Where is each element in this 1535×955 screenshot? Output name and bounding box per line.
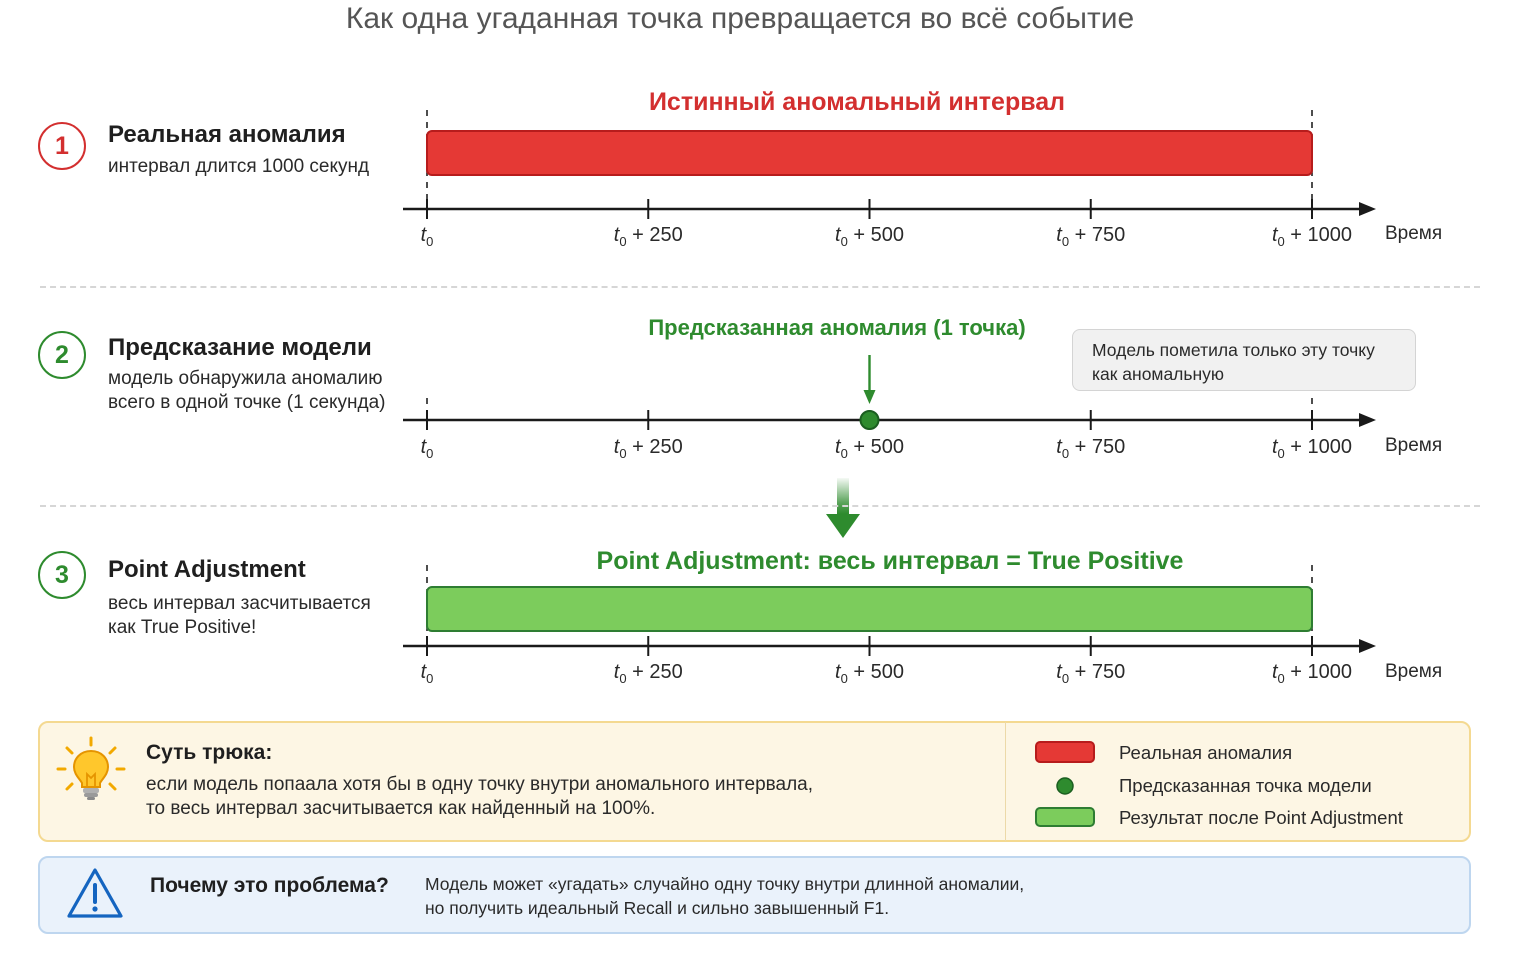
time-axis-label: Время [1385, 661, 1443, 682]
step-3-badge: 3 [38, 551, 86, 599]
axis-tick-label: $t_0 + 250$ [613, 661, 683, 686]
section-separator [40, 505, 1480, 507]
legend-swatch-adjusted [1036, 808, 1094, 826]
axis-tick-label: $t_0$ [420, 661, 434, 686]
axis-tick-label: $t_0 + 750$ [1056, 661, 1126, 686]
page-subtitle: Как одна угаданная точка превращается во всё событие [345, 2, 1135, 35]
axis-arrowhead-icon [1359, 639, 1376, 653]
step-2-badge: 2 [38, 331, 86, 379]
legend-swatch-predicted-point [1057, 778, 1073, 794]
time-axis-label: Время [1385, 435, 1443, 456]
axis-tick-label: $t_0 + 500$ [835, 436, 904, 461]
model-note-callout: Модель пометила только эту точку как аномальную [1072, 329, 1416, 391]
transition-down-arrow-icon [826, 478, 860, 538]
predicted-point-marker [861, 411, 879, 429]
step-1-badge: 1 [38, 122, 86, 170]
predicted-point-label: Предсказанная аномалия (1 точка) [648, 315, 1026, 340]
axis-tick-label: $t_0 + 250$ [613, 224, 683, 249]
axis-tick-label: $t_0 + 500$ [835, 224, 904, 249]
axis-tick-label: $t_0 + 1000$ [1271, 224, 1353, 249]
lightbulb-icon [54, 734, 134, 814]
trick-title: Суть трюка: [146, 741, 273, 764]
adjusted-interval-label: Point Adjustment: весь интервал = True Positive [596, 547, 1184, 575]
section-separator [40, 286, 1480, 288]
step-2-description: модель обнаружила аномалию всего в одной точке (1 секунда) [108, 368, 386, 413]
legend-swatches [1030, 738, 1110, 828]
trick-text: если модель попаала хотя бы в одну точку внутри аномального интервала, то весь интервал засчитывается как найденный на 100%. [146, 774, 814, 819]
axis-tick-label: $t_0$ [420, 436, 434, 461]
adjusted-interval-bar [427, 587, 1312, 631]
warning-title: Почему это проблема? [150, 874, 389, 897]
axis-tick-label: $t_0 + 1000$ [1271, 436, 1353, 461]
step-1-title: Реальная аномалия [108, 121, 346, 148]
axis-arrowhead-icon [1359, 413, 1376, 427]
step-1-description: интервал длится 1000 секунд [108, 156, 370, 177]
axis-tick-label: $t_0 + 750$ [1056, 224, 1126, 249]
down-arrow-icon [864, 390, 876, 404]
step-3-description: весь интервал засчитывается как True Positive! [108, 593, 371, 638]
step-2-title: Предсказание модели [108, 334, 372, 361]
time-axis-label: Время [1385, 223, 1443, 244]
true-anomaly-bar [427, 131, 1312, 175]
legend-swatch-real-anomaly [1036, 742, 1094, 762]
true-interval-label: Истинный аномальный интервал [648, 88, 1066, 116]
legend-label-adjusted: Результат после Point Adjustment [1119, 807, 1403, 828]
axis-tick-label: $t_0$ [420, 224, 434, 249]
step-3-title: Point Adjustment [108, 556, 306, 583]
warning-triangle-icon [64, 865, 128, 925]
warning-text: Модель может «угадать» случайно одну точку внутри длинной аномалии, но получить идеальный Recall и сильно завышенный F1. [425, 874, 1025, 918]
axis-tick-label: $t_0 + 1000$ [1271, 661, 1353, 686]
panel-divider [1005, 722, 1006, 841]
legend-label-real-anomaly: Реальная аномалия [1119, 742, 1293, 763]
axis-tick-label: $t_0 + 250$ [613, 436, 683, 461]
axis-tick-label: $t_0 + 500$ [835, 661, 904, 686]
axis-arrowhead-icon [1359, 202, 1376, 216]
axis-tick-label: $t_0 + 750$ [1056, 436, 1126, 461]
legend-label-predicted-point: Предсказанная точка модели [1119, 775, 1372, 796]
